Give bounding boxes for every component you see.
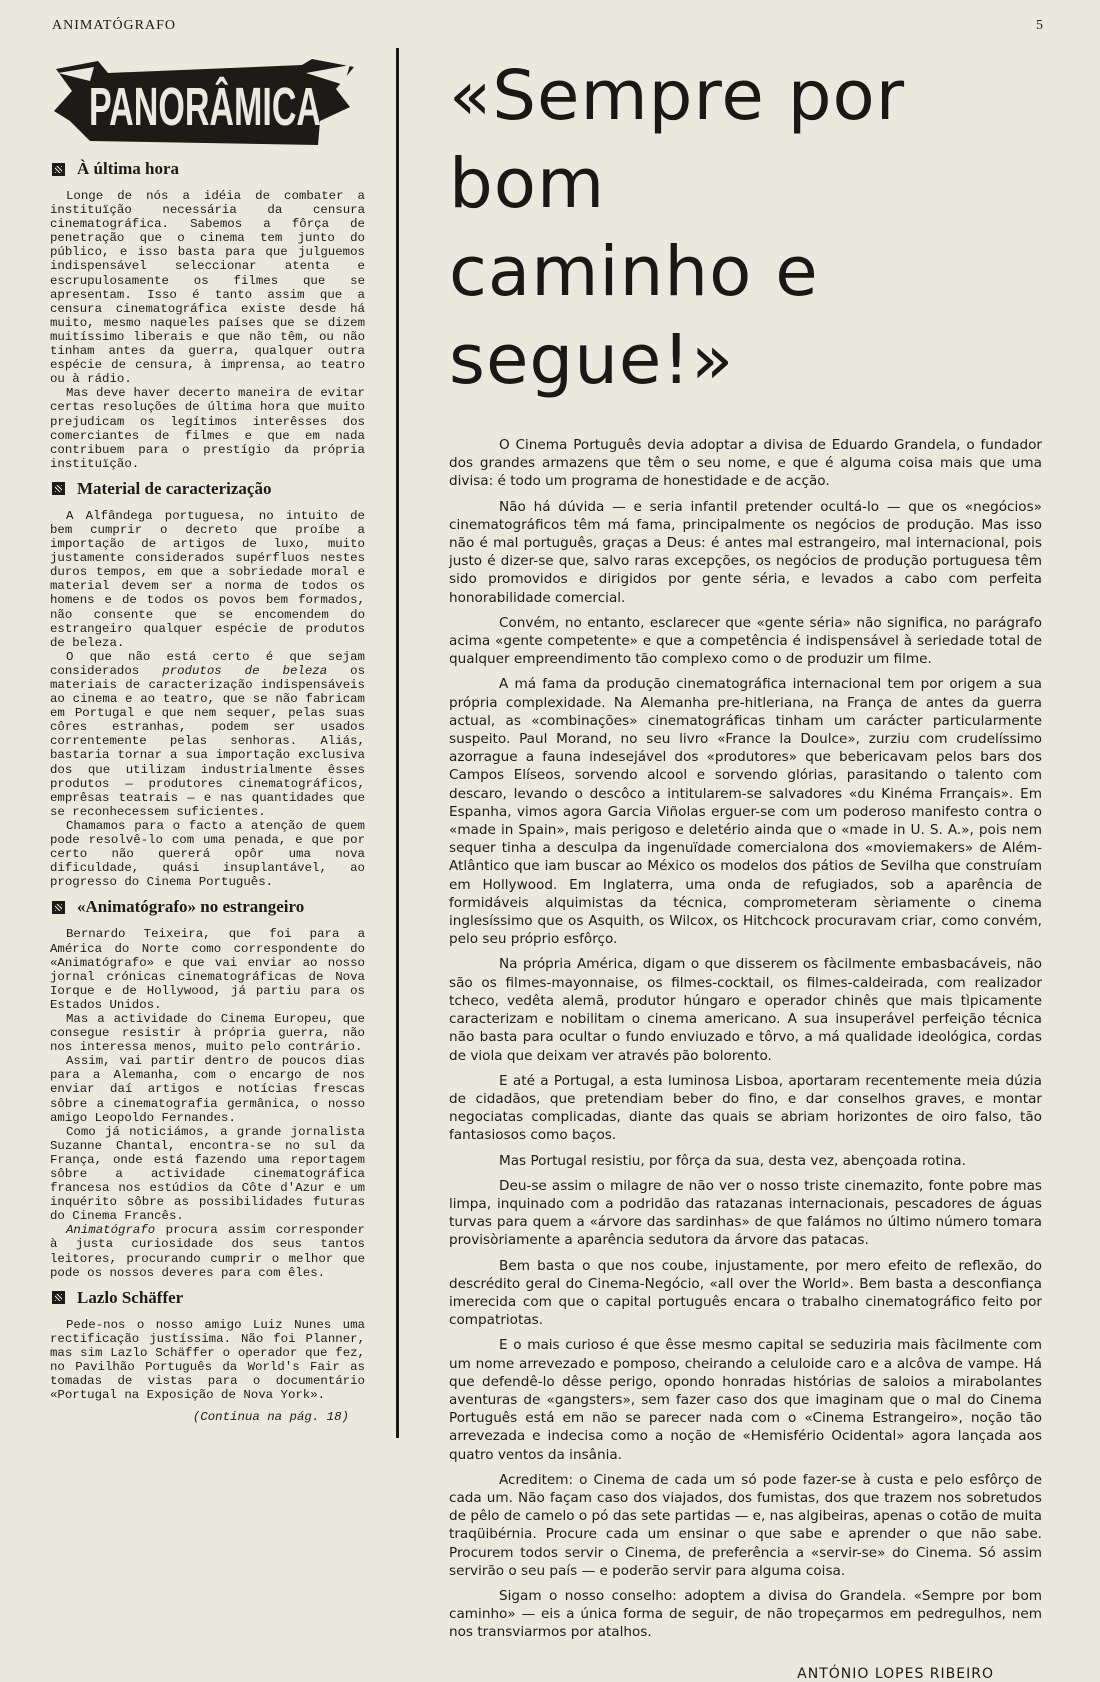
bullet-icon	[52, 1291, 65, 1304]
bullet-icon	[52, 901, 65, 914]
page-number: 5	[1036, 18, 1044, 33]
article-headline: «Sempre por bom caminho e segue!»	[449, 56, 906, 400]
article-paragraph: Convém, no entanto, esclarecer que «gente séria» não significa, no parágrafo acima «gente competente» e que a competência é indispensável à seriedade total de qualquer empreendimento tão complexo como o de produzir um filme.	[449, 614, 1042, 668]
paragraph: Como já noticiámos, a grande jornalista Suzanne Chantal, encontra-se no sul da França, onde está fazendo uma reportagem sôbre a actividade cinematográfica francesa nos estúdios da Côte d'Azur e um inquérito sôbre as possibilidades futuras do Cinema Francês.	[50, 1124, 365, 1224]
paragraph: Animatógrafo procura assim corresponder à justa curiosidade dos seus tantos leitores, procurando cumprir o melhor que pode os nossos deveres para com êles.	[50, 1223, 365, 1280]
continued-note: (Continua na pág. 18)	[192, 1410, 349, 1425]
paragraph: Chamamos para o facto a atenção de quem pode resolvê-lo com uma penada, e que por certo não quererá opôr uma nova dificuldade, quási insuplantável, ao progresso do Cinema Português.	[50, 818, 365, 890]
main-article	[449, 52, 1042, 1682]
column-divider	[396, 48, 399, 1438]
paragraph: Mas deve haver decerto maneira de evitar certas resoluções de última hora que muito prejudicam os legítimos interêsses dos comerciantes de filmes e que em nada contribuem para o prestígio da própria instituïção.	[50, 386, 365, 471]
left-column	[50, 55, 457, 1455]
banner-text: PANORÂMICA	[89, 77, 457, 137]
paragraph: Longe de nós a idéia de combater a instituïção necessária da censura cinematográfica. Sabemos a fôrça de penetração que o cinema tem junto do público, e isso basta para que julguemos indispensável seleccionar atenta e escrupulosamente os filmes que se apresentam. Isso é tanto assim que a censura cinematográfica existe desde há muito, mesmo naqueles países que se dizem muitíssimo liberais e que não têm, ou não tinham antes da guerra, qualquer outra espécie de censura, à imprensa, ao teatro ou à rádio.	[50, 189, 365, 387]
bullet-icon	[52, 163, 65, 176]
article-paragraph: O Cinema Português devia adoptar a divisa de Eduardo Grandela, o fundador dos grandes armazens que têm o seu nome, e que é alguma coisa mais que uma divisa: é todo um programa de honestidade e de acção.	[449, 437, 1042, 490]
section-ultima-hora	[50, 159, 365, 471]
article-paragraph: E até a Portugal, a esta luminosa Lisboa, aportaram recentemente meia dúzia de cidadãos, que pretendiam beber do fino, e dar conselhos graves, e montar negociatas complicadas, diante das quais se abriam horizontes de oiro falso, tão fantasiosos como baços.	[449, 1072, 1042, 1144]
article-paragraph: Sigam o nosso conselho: adoptem a divisa do Grandela. «Sempre por bom caminho» — eis a única forma de seguir, de não tropeçarmos em pedregulhos, nem nos transviarmos por atalhos.	[449, 1587, 1042, 1641]
section-material-caracterizacao	[50, 479, 365, 890]
article-body	[449, 436, 1042, 1642]
section-animatografo-estrangeiro	[50, 897, 365, 1279]
panoramica-banner	[50, 55, 457, 151]
article-paragraph: Na própria América, digam o que disserem os fàcilmente embasbacáveis, não são os filmes-mayonnaise, os filmes-cocktail, os filmes-caldeirada, com realizador tcheco, vedêta alemã, produtor húngaro e operador chinês que mais tìpicamente caracterizam e nobilitam o cinema americano. A sua insuperável perfeição técnica não basta para ocultar o fundo enviuzado e tôrvo, a má qualidade ideológica, cordas de viola que deixam ver através pão bolorento.	[449, 956, 1042, 1064]
section-title: Lazlo Schäffer	[77, 1287, 184, 1307]
byline: ANTÓNIO LOPES RIBEIRO	[797, 1665, 994, 1682]
paragraph: A Alfândega portuguesa, no intuito de bem cumprir o decreto que proíbe a importação de artigos de luxo, muito justamente considerados supérfluos nestes duros tempos, em que a sobriedade moral e material devem ser a norma de todos os homens e de todos os povos bem formados, não consente que se encomendem do estrangeiro qualquer espécie de produtos de beleza.	[50, 508, 365, 650]
article-paragraph: Acreditem: o Cinema de cada um só pode fazer-se à custa e pelo esfôrço de cada um. Não façam caso dos viajados, dos fumistas, dos que trazem nos sobretudos de pêlo de camelo o pó das sete partidas — e, nas algibeiras, apenas o cotão de muita traqüibérnia. Procure cada um ensinar o que sabe e aprender o que não sabe. Procurem todos servir o Cinema, de preferência a «servir-se» do Cinema. Só assim servirão o seu país — e poderão servir para alguma coisa.	[449, 1471, 1042, 1579]
paragraph: Bernardo Teixeira, que foi para a América do Norte como correspondente do «Animatógrafo» e que vai enviar ao nosso jornal crónicas cinematográficas de Nova Iorque e de Hollywood, já partiu para os Estados Unidos.	[50, 927, 365, 1012]
running-head	[52, 18, 1048, 38]
article-paragraph: A má fama da produção cinematográfica internacional tem por origem a sua própria complexidade. Na Alemanha pre-hitleriana, na França de antes da guerra actual, as «combinações» cinematográficas tinham um carácter particularmente suspeito. Paul Morand, no seu livro «France la Doulce», zurziu com crudelíssimo azorrague a fauna indesejável dos «produtores» que bebericavam pelos bars dos Campos Elíseos, sorvendo alcool e sorvendo glórias, parasitando o talento com descaro, levando o descôco a intitularem-se salvadores «du Kinéma Frrançais». Em Espanha, vimos agora Garcia Viñolas erguer-se com um poderoso manifesto contra o «made in Spain», mais perigoso e deletério ainda que o «made in U. S. A.», pois nem sequer tinha a desculpa da ingenuïdade comercialona dos «moviemakers» de Além-Atlântico que iam buscar ao México os modelos dos pátios de Sevilha que construíam em Hollywood. Em Inglaterra, uma onda de refugiados, sob a aparência de formidáveis alquimistas da técnica, comprometeram sèriamente o cinema inglesíssimo que os Asquith, os Wilcox, os Hitchcock procuravam criar, como convém, pelo seu próprio esfôrço.	[449, 676, 1042, 948]
article-paragraph: Mas Portugal resistiu, por fôrça da sua, desta vez, abençoada rotina.	[499, 1152, 966, 1169]
paragraph: O que não está certo é que sejam considerados produtos de beleza os materiais de caracterização indispensáveis ao cinema e ao teatro, que se não fabricam em Portugal e que nem sequer, pelas suas côres estranhas, podem ser usados correntemente pelas senhoras. Aliás, bastaria tornar a sua importação exclusiva dos que utilizam industrialmente êsses produtos — produtores cinematográficos, emprêsas teatrais — e nas quantidades que se reconhecessem suficientes.	[50, 649, 366, 819]
bullet-icon	[52, 482, 65, 495]
section-lazlo-schaffer	[50, 1288, 365, 1403]
section-title: «Animatógrafo» no estrangeiro	[77, 897, 305, 917]
paragraph: Mas a actividade do Cinema Europeu, que consegue resistir à própria guerra, não nos interessa menos, muito pelo contrário.	[50, 1011, 365, 1055]
article-paragraph: Bem basta o que nos coube, injustamente, por mero efeito de reflexão, do descrédito geral do Cinema-Negócio, «all over the World». Bem basta a desconfiança imerecida com que o capital português encara o trabalho cinematográfico feito por compatriotas.	[449, 1257, 1042, 1329]
article-paragraph: E o mais curioso é que êsse mesmo capital se seduziria mais fàcilmente com um nome arrevezado e pomposo, cheirando a celuloide caro e a alcôva de vampe. Há que defendê-lo dêsse perigo, opondo honradas histórias de saloios a mirabolantes aventuras de «gangsters», sem fazer caso dos que imaginam que o mal do Cinema Português está em não se parecer nada com o «Cinema Estrangeiro», noção tão arrevezada e indecisa como a noção de «Hemisfério Ocidental» agora lançada aos quatro ventos da insânia.	[449, 1337, 1042, 1463]
paragraph: Pede-nos o nosso amigo Luiz Nunes uma rectificação justíssima. Não foi Planner, mas sim Lazlo Schäffer o operador que fez, no Pavilhão Português da World's Fair as tomadas de vistas para o documentário «Portugal na Exposição de Nova York».	[50, 1317, 365, 1403]
article-paragraph: Não há dúvida — e seria infantil pretender ocultá-lo — que os «negócios» cinematográficos têm má fama, principalmente os negócios de produção. Mas isso não é mal português, graças a Deus: é antes mal estrangeiro, mal internacional, pois justo é dizer-se que, salvo raras excepções, os negócios de produção portuguesa têm sido promovidos e dirigidos por gente séria, e levados a cabo com perfeita honorabilidade comercial.	[449, 498, 1042, 606]
article-paragraph: Deu-se assim o milagre de não ver o nosso triste cinemazito, fonte pobre mas limpa, inquinado com a podridão das ratazanas internacionais, pescadores de águas turvas para quem a «árvore das sardinhas» de que falámos no último número tomara provisòriamente a aparência sedutora da árvore das patacas.	[449, 1177, 1042, 1249]
publication-name: ANIMATÓGRAFO	[52, 18, 177, 33]
section-title: Material de caracterização	[77, 478, 272, 498]
section-title: À última hora	[77, 159, 179, 178]
paragraph: Assim, vai partir dentro de poucos dias para a Alemanha, com o encargo de nos enviar daí artigos e notícias frescas sôbre a cinematografia germânica, o nosso amigo Leopoldo Fernandes.	[50, 1054, 365, 1125]
